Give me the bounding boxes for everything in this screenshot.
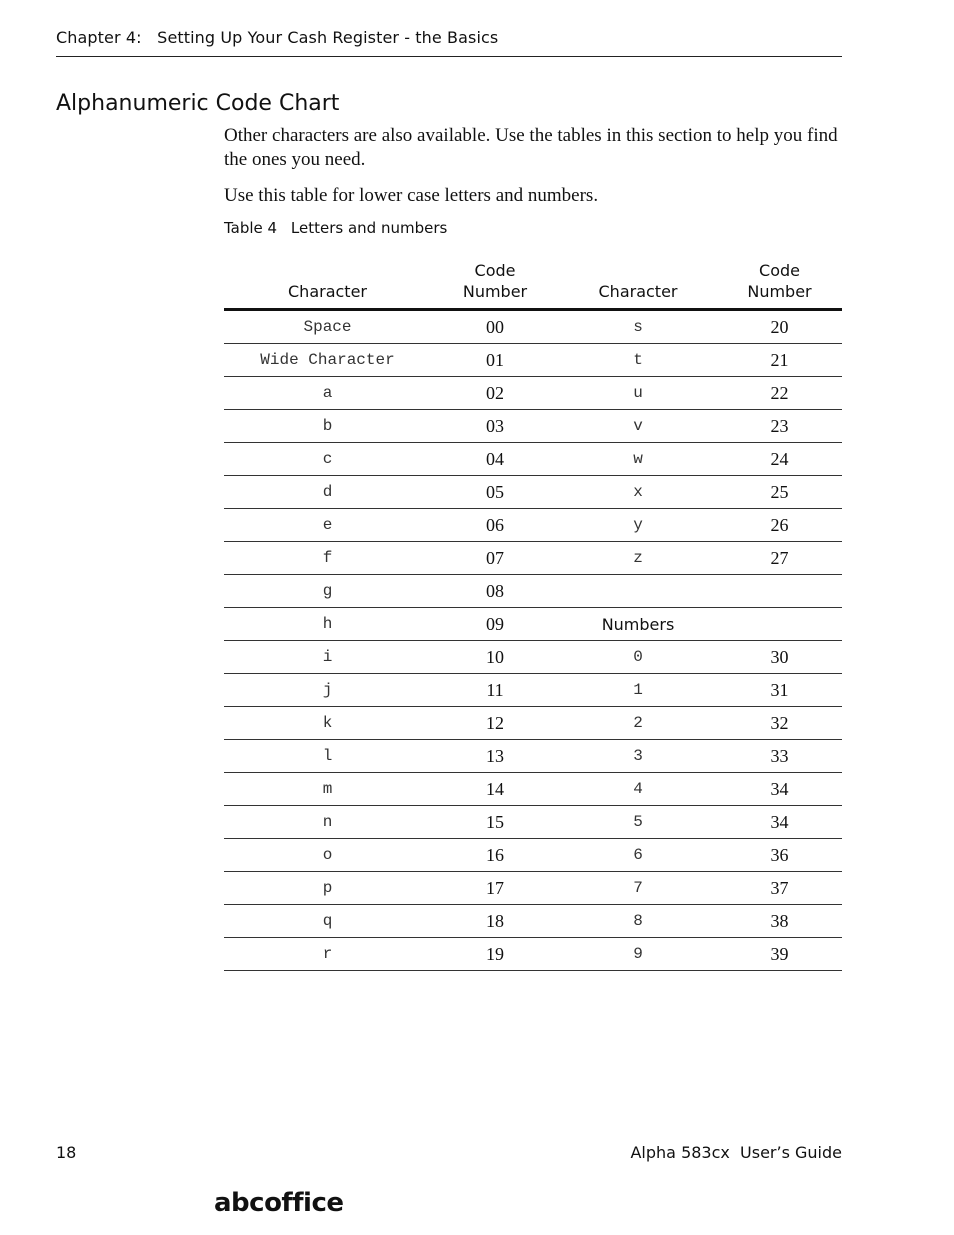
code-number-cell: 27 [717, 542, 842, 575]
character-cell: o [224, 839, 431, 872]
character-cell: p [224, 872, 431, 905]
character-cell: u [559, 377, 717, 410]
code-number-cell [717, 608, 842, 641]
intro-paragraph: Other characters are also available. Use the tables in this section to help you find the ones you need. [224, 125, 838, 170]
character-cell: w [559, 443, 717, 476]
code-number-cell: 37 [717, 872, 842, 905]
code-number-cell: 01 [431, 344, 559, 377]
character-cell: h [224, 608, 431, 641]
code-number-cell: 24 [717, 443, 842, 476]
code-number-cell: 15 [431, 806, 559, 839]
character-cell: s [559, 310, 717, 344]
character-cell: 4 [559, 773, 717, 806]
numbers-subheading: Numbers [559, 608, 717, 641]
brand-logo: abcoffice [214, 1188, 344, 1218]
code-number-cell: 14 [431, 773, 559, 806]
table-caption-number: Table 4 [224, 219, 278, 237]
code-number-cell: 06 [431, 509, 559, 542]
table-caption-title: Letters and numbers [290, 219, 448, 237]
code-number-cell: 08 [431, 575, 559, 608]
table-row [224, 806, 842, 839]
code-number-cell: 33 [717, 740, 842, 773]
running-head: Chapter 4: Setting Up Your Cash Register - the Basics [56, 28, 499, 47]
table-row [224, 674, 842, 707]
code-number-cell: 00 [431, 310, 559, 344]
code-number-cell: 18 [431, 905, 559, 938]
code-number-cell: 02 [431, 377, 559, 410]
character-cell: 1 [559, 674, 717, 707]
character-cell: x [559, 476, 717, 509]
code-table [224, 250, 842, 971]
character-cell: d [224, 476, 431, 509]
code-number-cell: 26 [717, 509, 842, 542]
code-number-cell: 39 [717, 938, 842, 971]
code-number-cell: 19 [431, 938, 559, 971]
table-row [224, 707, 842, 740]
code-number-cell: 03 [431, 410, 559, 443]
character-cell: i [224, 641, 431, 674]
table-row [224, 509, 842, 542]
character-cell: n [224, 806, 431, 839]
code-number-cell: 36 [717, 839, 842, 872]
column-header: Code Number [717, 250, 842, 310]
character-cell: f [224, 542, 431, 575]
character-cell: g [224, 575, 431, 608]
character-cell: c [224, 443, 431, 476]
character-cell: l [224, 740, 431, 773]
character-cell: r [224, 938, 431, 971]
code-number-cell: 07 [431, 542, 559, 575]
section-title: Alphanumeric Code Chart [56, 91, 340, 116]
table-row [224, 905, 842, 938]
code-number-cell: 34 [717, 806, 842, 839]
code-number-cell: 17 [431, 872, 559, 905]
code-number-cell: 32 [717, 707, 842, 740]
table-row [224, 608, 842, 641]
code-number-cell: 25 [717, 476, 842, 509]
character-cell: e [224, 509, 431, 542]
code-number-cell: 12 [431, 707, 559, 740]
code-number-cell: 05 [431, 476, 559, 509]
column-header: Character [224, 250, 431, 310]
table-caption [224, 219, 447, 237]
character-cell: 7 [559, 872, 717, 905]
table-row [224, 476, 842, 509]
table-row [224, 443, 842, 476]
code-number-cell: 31 [717, 674, 842, 707]
page-number: 18 [56, 1143, 77, 1162]
code-number-cell: 23 [717, 410, 842, 443]
character-cell: 8 [559, 905, 717, 938]
guide-title: Alpha 583cx User’s Guide [630, 1143, 842, 1162]
character-cell: k [224, 707, 431, 740]
code-number-cell: 11 [431, 674, 559, 707]
character-cell: b [224, 410, 431, 443]
table-row [224, 641, 842, 674]
table-row [224, 938, 842, 971]
code-number-cell: 22 [717, 377, 842, 410]
table-row [224, 575, 842, 608]
code-number-cell: 09 [431, 608, 559, 641]
character-cell [559, 575, 717, 608]
character-cell: q [224, 905, 431, 938]
header-rule [56, 56, 842, 57]
character-cell: y [559, 509, 717, 542]
code-number-cell: 30 [717, 641, 842, 674]
code-number-cell: 38 [717, 905, 842, 938]
character-cell: j [224, 674, 431, 707]
character-cell: m [224, 773, 431, 806]
character-cell: Wide Character [224, 344, 431, 377]
table-row [224, 542, 842, 575]
code-number-cell: 21 [717, 344, 842, 377]
table-row [224, 773, 842, 806]
character-cell: 9 [559, 938, 717, 971]
character-cell: v [559, 410, 717, 443]
character-cell: a [224, 377, 431, 410]
code-number-cell: 10 [431, 641, 559, 674]
code-number-cell: 13 [431, 740, 559, 773]
table-row [224, 344, 842, 377]
character-cell: 6 [559, 839, 717, 872]
table-row [224, 872, 842, 905]
code-number-cell: 34 [717, 773, 842, 806]
column-header: Code Number [431, 250, 559, 310]
table-body [224, 310, 842, 971]
table-row [224, 839, 842, 872]
table-row [224, 310, 842, 344]
table-row [224, 377, 842, 410]
character-cell: 5 [559, 806, 717, 839]
character-cell: 0 [559, 641, 717, 674]
code-number-cell: 16 [431, 839, 559, 872]
code-number-cell [717, 575, 842, 608]
code-number-cell: 20 [717, 310, 842, 344]
table-intro-paragraph: Use this table for lower case letters and numbers. [224, 185, 599, 206]
character-cell: 2 [559, 707, 717, 740]
character-cell: t [559, 344, 717, 377]
table-header-row [224, 250, 842, 310]
column-header: Character [559, 250, 717, 310]
character-cell: z [559, 542, 717, 575]
character-cell: Space [224, 310, 431, 344]
character-cell: 3 [559, 740, 717, 773]
table-row [224, 410, 842, 443]
code-number-cell: 04 [431, 443, 559, 476]
table-row [224, 740, 842, 773]
